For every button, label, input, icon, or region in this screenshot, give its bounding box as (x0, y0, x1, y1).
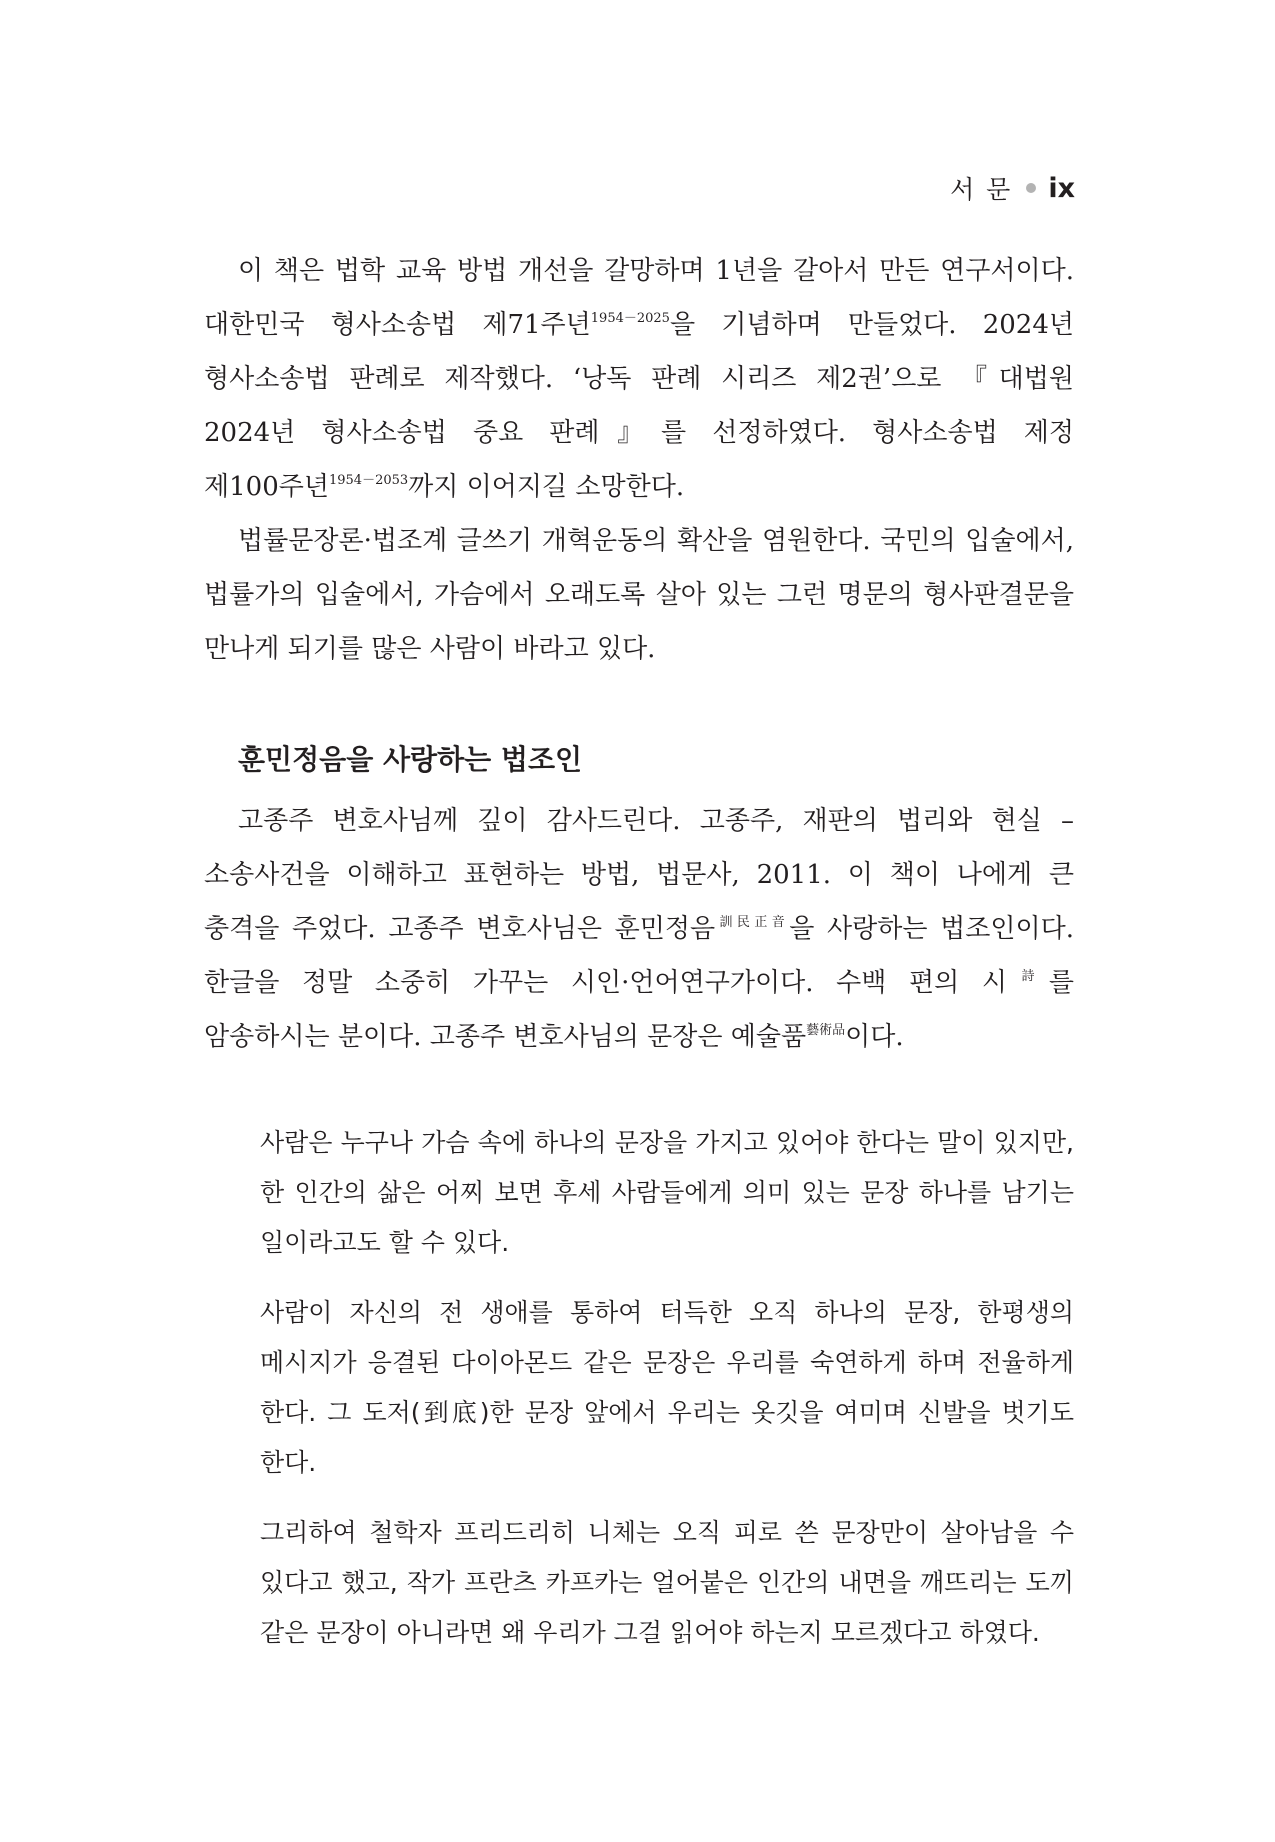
bullet-dot-icon (1026, 183, 1036, 193)
quote-paragraph-2: 사람이 자신의 전 생애를 통하여 터득한 오직 하나의 문장, 한평생의 메시지가 응결된 다이아몬드 같은 문장은 우리를 숙연하게 하며 전율하게 한다. 그 도저(到底)한 문장 앞에서 우리는 옷깃을 여미며 신발을 벗기도 한다. (260, 1298, 1074, 1477)
text-run: 을 기념하며 만들었다. 2024년 형사소송법 판례로 제작했다. ‘낭독 판례 시리즈 제2권’으로 『대법원 2024년 형사소송법 중요 판례』를 선정하였다. 형사소송법 제정 제100주년 (204, 310, 1074, 502)
superscript-years: 1954－2053 (328, 473, 409, 488)
text-run: 이 책은 법학 교육 방법 개선을 갈망하며 1년을 갈아서 만든 연구서이다. 대한민국 형사소송법 제71주년 (204, 256, 1074, 340)
intro-paragraph-2: 법률문장론·법조계 글쓰기 개혁운동의 확산을 염원한다. 국민의 입술에서, 법률가의 입술에서, 가슴에서 오래도록 살아 있는 그런 명문의 형사판결문을 만나게 되기를 많은 사람이 바라고 있다. (204, 526, 1074, 664)
superscript-hanja: 詩 (1007, 969, 1049, 984)
superscript-hanja: 藝術品 (806, 1023, 846, 1038)
page-number: ix (1048, 172, 1075, 204)
section-paragraph-1 (204, 794, 1074, 1064)
text-run: 이다. (845, 1022, 904, 1052)
running-head (950, 170, 1075, 206)
block-quote (260, 1118, 1074, 1658)
superscript-years: 1954－2025 (590, 311, 670, 326)
page-body (204, 244, 1074, 1678)
running-head-title: 서 문 (950, 175, 1013, 204)
superscript-hanja: 訓民正音 (715, 915, 790, 930)
text-run: 를 암송하시는 분이다. 고종주 변호사님의 문장은 예술품 (204, 968, 1074, 1052)
text-run: 까지 이어지길 소망한다. (408, 472, 685, 502)
text-run: 고종주 변호사님께 깊이 감사드린다. 고종주, 재판의 법리와 현실 – 소송사건을 이해하고 표현하는 방법, 법문사, 2011. 이 책이 나에게 큰 충격을 주었다. 고종주 변호사님은 훈민정음 (204, 806, 1074, 944)
intro-paragraph-1 (204, 244, 1074, 514)
quote-paragraph-1: 사람은 누구나 가슴 속에 하나의 문장을 가지고 있어야 한다는 말이 있지만, 한 인간의 삶은 어찌 보면 후세 사람들에게 의미 있는 문장 하나를 남기는 일이라고도 할 수 있다. (260, 1128, 1074, 1257)
quote-paragraph-3: 그리하여 철학자 프리드리히 니체는 오직 피로 쓴 문장만이 살아남을 수 있다고 했고, 작가 프란츠 카프카는 얼어붙은 인간의 내면을 깨뜨리는 도끼 같은 문장이 아니라면 왜 우리가 그걸 읽어야 하는지 모르겠다고 하였다. (260, 1518, 1074, 1647)
text-run: 을 사랑하는 법조인이다. 한글을 정말 소중히 가꾸는 시인·언어연구가이다. 수백 편의 시 (204, 914, 1074, 998)
section-heading: 훈민정음을 사랑하는 법조인 (238, 743, 583, 776)
